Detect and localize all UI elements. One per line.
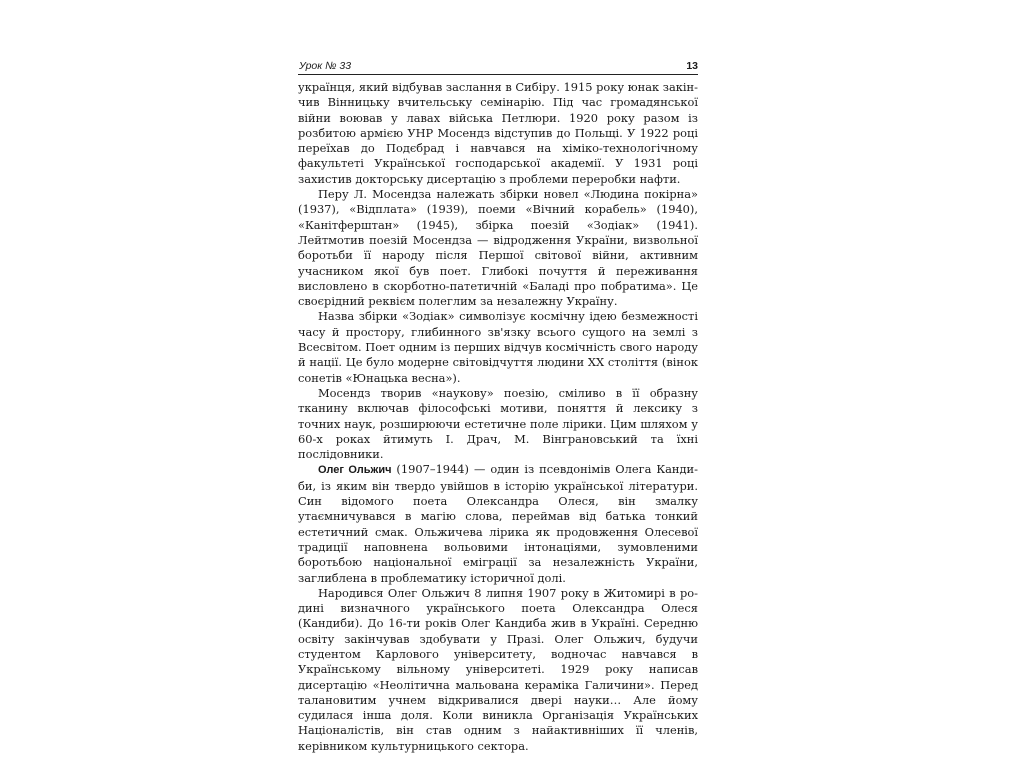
paragraph: українця, який відбував заслання в Сибіру. 1915 року юнак закінчив Вінницьку вчительську семінарію. Під час громадянської війни воював у лавах війська Петлюри. 1920 року разом із розбитою армією УНР Мосендз відступив до Польщі. У 1922 році переїхав до Подєбрад і навчався на хіміко-технологічному факультеті Української господарської академії. У 1931 році захистив докторську дисертацію з проблеми переробки нафти. [298, 80, 698, 186]
book-page [298, 56, 698, 753]
page-number: 13 [686, 60, 698, 72]
paragraph: Мосендз творив «наукову» поезію, сміливо в її образну тканину включав філософські мотиви, поняття й лексику з точних наук, розширюючи естетичне поле лірики. Цим шляхом у 60-х роках йтимуть І. Драч, М. Вінграновський та їхні послідовники. [298, 385, 698, 462]
paragraph-olzhych-intro [298, 462, 698, 585]
lesson-label: Урок № 33 [299, 60, 352, 72]
paragraph: Перу Л. Мосендза належать збірки новел «Людина покірна» (1937), «Відплата» (1939), поеми «Вічний корабель» (1940), «Канітферштан» (1945), збірка поезій «Зодіак» (1941). Лейтмотив поезій Мосендза — відродження України, визвольної боротьби її народу після Першої світової війни, активним учасником якої був поет. Глибокі почуття й переживання висловлено в скорботно-патетичній «Баладі про побратима». Це своєрідний реквієм полеглим за незалежну Україну. [298, 187, 698, 309]
author-name: Олег Ольжич [318, 464, 392, 477]
body-text [298, 80, 698, 754]
paragraph: Назва збірки «Зодіак» символізує космічну ідею безмежності часу й простору, глибинного зв'язку всього сущого на землі з Всесвітом. Поет одним із перших відчув космічність свого народу й нації. Це було модерне світовідчуття людини ХХ століття (вінок сонетів «Юнацька весна»). [298, 309, 698, 385]
paragraph-text: (1907–1944) — один із псевдонімів Олега Кандиби, із яким він твердо увійшов в історію української літератури. Син відомого поета Олександра Олеся, він змалку утаємничувався в магію слова, переймав від батька тонкий естетичний смак. Ольжичева лірика як продовження Олесевої традиції наповнена вольовими інтонаціями, зумовленими боротьбою національної еміграції за незалежність України, заглиблена в проблематику історичної долі. [298, 462, 698, 585]
running-header [298, 56, 698, 75]
paragraph: Народився Олег Ольжич 8 липня 1907 року в Житомирі в родині визначного українського поета Олександра Олеся (Кандиби). До 16-ти років Олег Кандиба жив в Україні. Середню освіту закінчував здобувати у Празі. Олег Ольжич, будучи студентом Карлового університету, водночас навчався в Українському вільному університеті. 1929 року написав дисертацію «Неолітична мальована кераміка Галичини». Перед талановитим учнем відкривалися двері науки… Але йому судилася інша доля. Коли виникла Організація Українських Націоналістів, він став одним з найактивніших її членів, керівником культурницького сектора. [298, 585, 698, 753]
